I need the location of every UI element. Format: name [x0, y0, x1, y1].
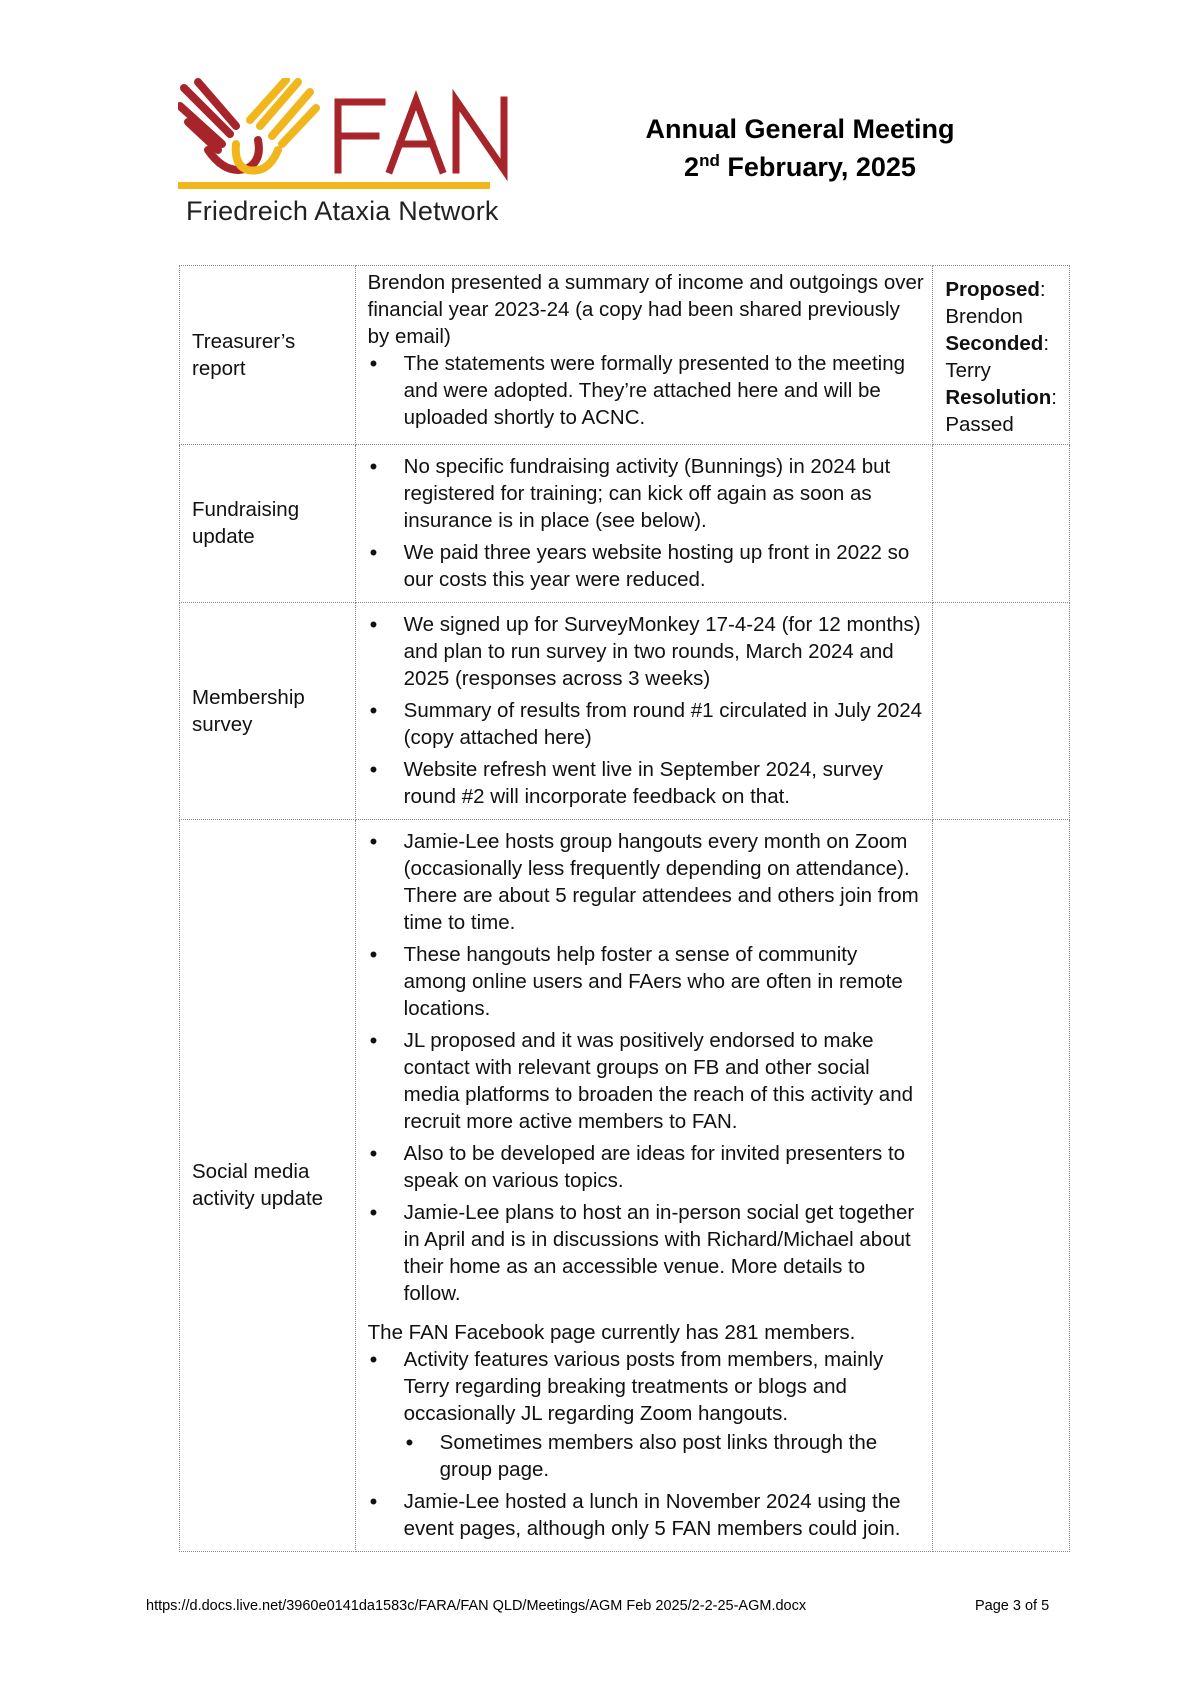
footer-page-number: Page 3 of 5 [975, 1598, 1050, 1614]
list-item: • The statements were formally presented to the meeting and were adopted. They’re attached here and will be uploaded shortly to ACNC. [368, 350, 925, 431]
paragraph: The FAN Facebook page currently has 281 members. [367, 1321, 856, 1344]
list-item: • Sometimes members also post links through the group page. [404, 1429, 925, 1483]
topic-cell: Treasurer’s report [180, 266, 356, 445]
list-item: • No specific fundraising activity (Bunnings) in 2024 but registered for training; can kick off again as soon as insurance is in place (see below). [368, 453, 925, 534]
footer-file-path: https://d.docs.live.net/3960e0141da1583c/FARA/FAN QLD/Meetings/AGM Feb 2025/2-2-25-AGM.docx [146, 1598, 807, 1614]
resolution-value: Passed [945, 413, 1014, 436]
list-item: • We signed up for SurveyMonkey 17-4-24 (for 12 months) and plan to run survey in two rounds, March 2024 and 2025 (responses across 3 weeks) [368, 611, 925, 692]
minutes-table [179, 265, 1070, 1552]
list-item: • Jamie-Lee plans to host an in-person social get together in April and is in discussions with Richard/Michael about their home as an accessible venue. More details to follow. [368, 1199, 925, 1307]
list-item: • Summary of results from round #1 circulated in July 2024 (copy attached here) [368, 697, 925, 751]
bullet-list [368, 611, 925, 810]
seconded-label: Seconded [945, 332, 1044, 355]
content-cell [355, 445, 933, 603]
list-item: • Activity features various posts from members, mainly Terry regarding breaking treatments or blogs and occasionally JL regarding Zoom hangouts. • Sometimes members also post links through the group page. [368, 1346, 925, 1483]
list-item: • JL proposed and it was positively endorsed to make contact with relevant groups on FB and other social media platforms to broaden the reach of this activity and recruit more active members to FAN. [368, 1027, 925, 1135]
list-item: • We paid three years website hosting up front in 2022 so our costs this year were reduced. [368, 539, 925, 593]
logo-subtitle: Friedreich Ataxia Network [186, 196, 499, 226]
seconded-value: Terry [945, 359, 991, 382]
list-item: • Jamie-Lee hosted a lunch in November 2024 using the event pages, although only 5 FAN members could join. [368, 1488, 925, 1542]
topic-cell: Membership survey [180, 603, 356, 820]
table-row [180, 820, 1070, 1552]
resolution-cell: Proposed: Brendon Seconded: Terry Resolution: Passed [933, 266, 1070, 445]
hands-logo-icon [178, 78, 538, 196]
list-item: • These hangouts help foster a sense of community among online users and FAers who are often in remote locations. [368, 941, 925, 1022]
resolution-label: Resolution [945, 386, 1052, 409]
resolution-cell [933, 445, 1070, 603]
content-cell [355, 603, 933, 820]
table-row [180, 266, 1070, 445]
bullet-list [368, 350, 925, 431]
fan-logo [178, 78, 538, 228]
table-row [180, 445, 1070, 603]
proposed-label: Proposed [945, 278, 1040, 301]
meeting-date: 2nd February, 2025 [684, 151, 916, 182]
page-title: Annual General Meeting [645, 114, 955, 144]
resolution-cell [933, 820, 1070, 1552]
bullet-list [368, 828, 925, 1307]
content-cell [355, 266, 933, 445]
topic-cell: Fundraising update [180, 445, 356, 603]
resolution-cell [933, 603, 1070, 820]
list-item: • Website refresh went live in September 2024, survey round #2 will incorporate feedback on that. [368, 756, 925, 810]
table-row [180, 603, 1070, 820]
content-cell [355, 820, 933, 1552]
sub-bullet-list [404, 1429, 925, 1483]
list-item: • Jamie-Lee hosts group hangouts every month on Zoom (occasionally less frequently depending on attendance). There are about 5 regular attendees and others join from time to time. [368, 828, 925, 936]
svg-text:FAN: FAN [414, 158, 416, 159]
topic-cell: Social media activity update [180, 820, 356, 1552]
list-item: • Also to be developed are ideas for invited presenters to speak on various topics. [368, 1140, 925, 1194]
bullet-list [368, 453, 925, 593]
bullet-list [368, 1346, 925, 1542]
proposed-value: Brendon [945, 305, 1023, 328]
paragraph: Brendon presented a summary of income and outgoings over financial year 2023-24 (a copy had been shared previously by email) [367, 271, 924, 348]
